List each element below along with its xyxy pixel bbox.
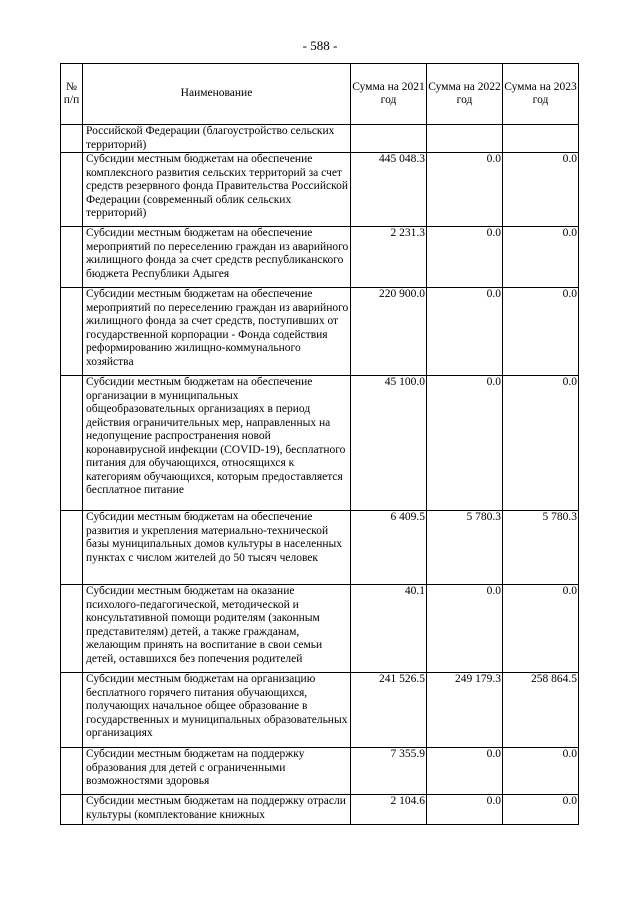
header-2021: Сумма на 2021 год bbox=[351, 64, 427, 125]
table-row bbox=[61, 153, 579, 227]
table-row bbox=[61, 511, 579, 585]
row-name-cell: Российской Федерации (благоустройство сельских территорий) bbox=[83, 125, 351, 153]
row-2021-cell: 7 355.9 bbox=[351, 748, 427, 795]
row-name-cell: Субсидии местным бюджетам на обеспечение мероприятий по переселению граждан из аварийного жилищного фонда за счет средств республиканского бюджета Республики Адыгея bbox=[83, 227, 351, 288]
row-num-cell bbox=[61, 227, 83, 288]
row-2023-cell: 0.0 bbox=[503, 376, 579, 511]
row-2021-cell: 6 409.5 bbox=[351, 511, 427, 585]
row-num-cell bbox=[61, 153, 83, 227]
row-2022-cell: 0.0 bbox=[427, 288, 503, 376]
table-row bbox=[61, 748, 579, 795]
row-2022-cell: 0.0 bbox=[427, 748, 503, 795]
table-row bbox=[61, 673, 579, 748]
row-name-cell: Субсидии местным бюджетам на оказание психолого-педагогической, методической и консультативной помощи родителям (законным представителям) детей, а также гражданам, желающим принять на воспитание в свои семьи детей, оставшихся без попечения родителей bbox=[83, 585, 351, 673]
row-2023-cell: 5 780.3 bbox=[503, 511, 579, 585]
row-2022-cell: 249 179.3 bbox=[427, 673, 503, 748]
row-num-cell bbox=[61, 673, 83, 748]
row-2022-cell bbox=[427, 125, 503, 153]
row-num-cell bbox=[61, 288, 83, 376]
row-2021-cell: 40.1 bbox=[351, 585, 427, 673]
row-num-cell bbox=[61, 585, 83, 673]
row-name-cell: Субсидии местным бюджетам на поддержку отрасли культуры (комплектование книжных bbox=[83, 795, 351, 825]
header-2022: Сумма на 2022 год bbox=[427, 64, 503, 125]
row-2022-cell: 0.0 bbox=[427, 227, 503, 288]
row-2021-cell: 2 104.6 bbox=[351, 795, 427, 825]
table-row bbox=[61, 585, 579, 673]
row-2021-cell bbox=[351, 125, 427, 153]
row-2022-cell: 0.0 bbox=[427, 153, 503, 227]
table-row bbox=[61, 795, 579, 825]
header-2023: Сумма на 2023 год bbox=[503, 64, 579, 125]
header-name: Наименование bbox=[83, 64, 351, 125]
table-header-row bbox=[61, 64, 579, 125]
row-num-cell bbox=[61, 748, 83, 795]
row-name-cell: Субсидии местным бюджетам на поддержку образования для детей с ограниченными возможностями здоровья bbox=[83, 748, 351, 795]
row-2023-cell: 0.0 bbox=[503, 227, 579, 288]
row-name-cell: Субсидии местным бюджетам на обеспечение комплексного развития сельских территорий за счет средств резервного фонда Правительства Российской Федерации (современный облик сельских территорий) bbox=[83, 153, 351, 227]
header-num: № п/п bbox=[61, 64, 83, 125]
row-num-cell bbox=[61, 795, 83, 825]
table-row bbox=[61, 288, 579, 376]
table-row bbox=[61, 376, 579, 511]
row-2023-cell: 258 864.5 bbox=[503, 673, 579, 748]
row-2022-cell: 0.0 bbox=[427, 795, 503, 825]
row-2021-cell: 445 048.3 bbox=[351, 153, 427, 227]
row-2023-cell: 0.0 bbox=[503, 288, 579, 376]
row-2023-cell: 0.0 bbox=[503, 795, 579, 825]
row-name-cell: Субсидии местным бюджетам на обеспечение мероприятий по переселению граждан из аварийного жилищного фонда за счет средств, поступивших от государственной корпорации - Фонда содействия реформированию жилищно-коммунального хозяйства bbox=[83, 288, 351, 376]
table-row bbox=[61, 125, 579, 153]
page-number: - 588 - bbox=[302, 38, 338, 53]
row-2023-cell: 0.0 bbox=[503, 153, 579, 227]
row-num-cell bbox=[61, 376, 83, 511]
row-2022-cell: 5 780.3 bbox=[427, 511, 503, 585]
table-row bbox=[61, 227, 579, 288]
row-2021-cell: 241 526.5 bbox=[351, 673, 427, 748]
row-2023-cell: 0.0 bbox=[503, 585, 579, 673]
row-2022-cell: 0.0 bbox=[427, 585, 503, 673]
row-2021-cell: 2 231.3 bbox=[351, 227, 427, 288]
row-name-cell: Субсидии местным бюджетам на обеспечение развития и укрепления материально-технической базы муниципальных домов культуры в населенных пунктах с числом жителей до 50 тысяч человек bbox=[83, 511, 351, 585]
row-2022-cell: 0.0 bbox=[427, 376, 503, 511]
row-2021-cell: 220 900.0 bbox=[351, 288, 427, 376]
row-name-cell: Субсидии местным бюджетам на обеспечение организации в муниципальных общеобразовательных организациях в период действия ограничительных мер, направленных на недопущение распространения новой коронавирусной инфекции (COVID-19), бесплатного питания для обучающихся, относящихся к категориям обучающихся, которым предоставляется бесплатное питание bbox=[83, 376, 351, 511]
row-name-cell: Субсидии местным бюджетам на организацию бесплатного горячего питания обучающихся, получающих начальное общее образование в государственных и муниципальных образовательных организациях bbox=[83, 673, 351, 748]
row-num-cell bbox=[61, 511, 83, 585]
row-num-cell bbox=[61, 125, 83, 153]
row-2023-cell: 0.0 bbox=[503, 748, 579, 795]
row-2023-cell bbox=[503, 125, 579, 153]
budget-table bbox=[60, 63, 579, 825]
row-2021-cell: 45 100.0 bbox=[351, 376, 427, 511]
